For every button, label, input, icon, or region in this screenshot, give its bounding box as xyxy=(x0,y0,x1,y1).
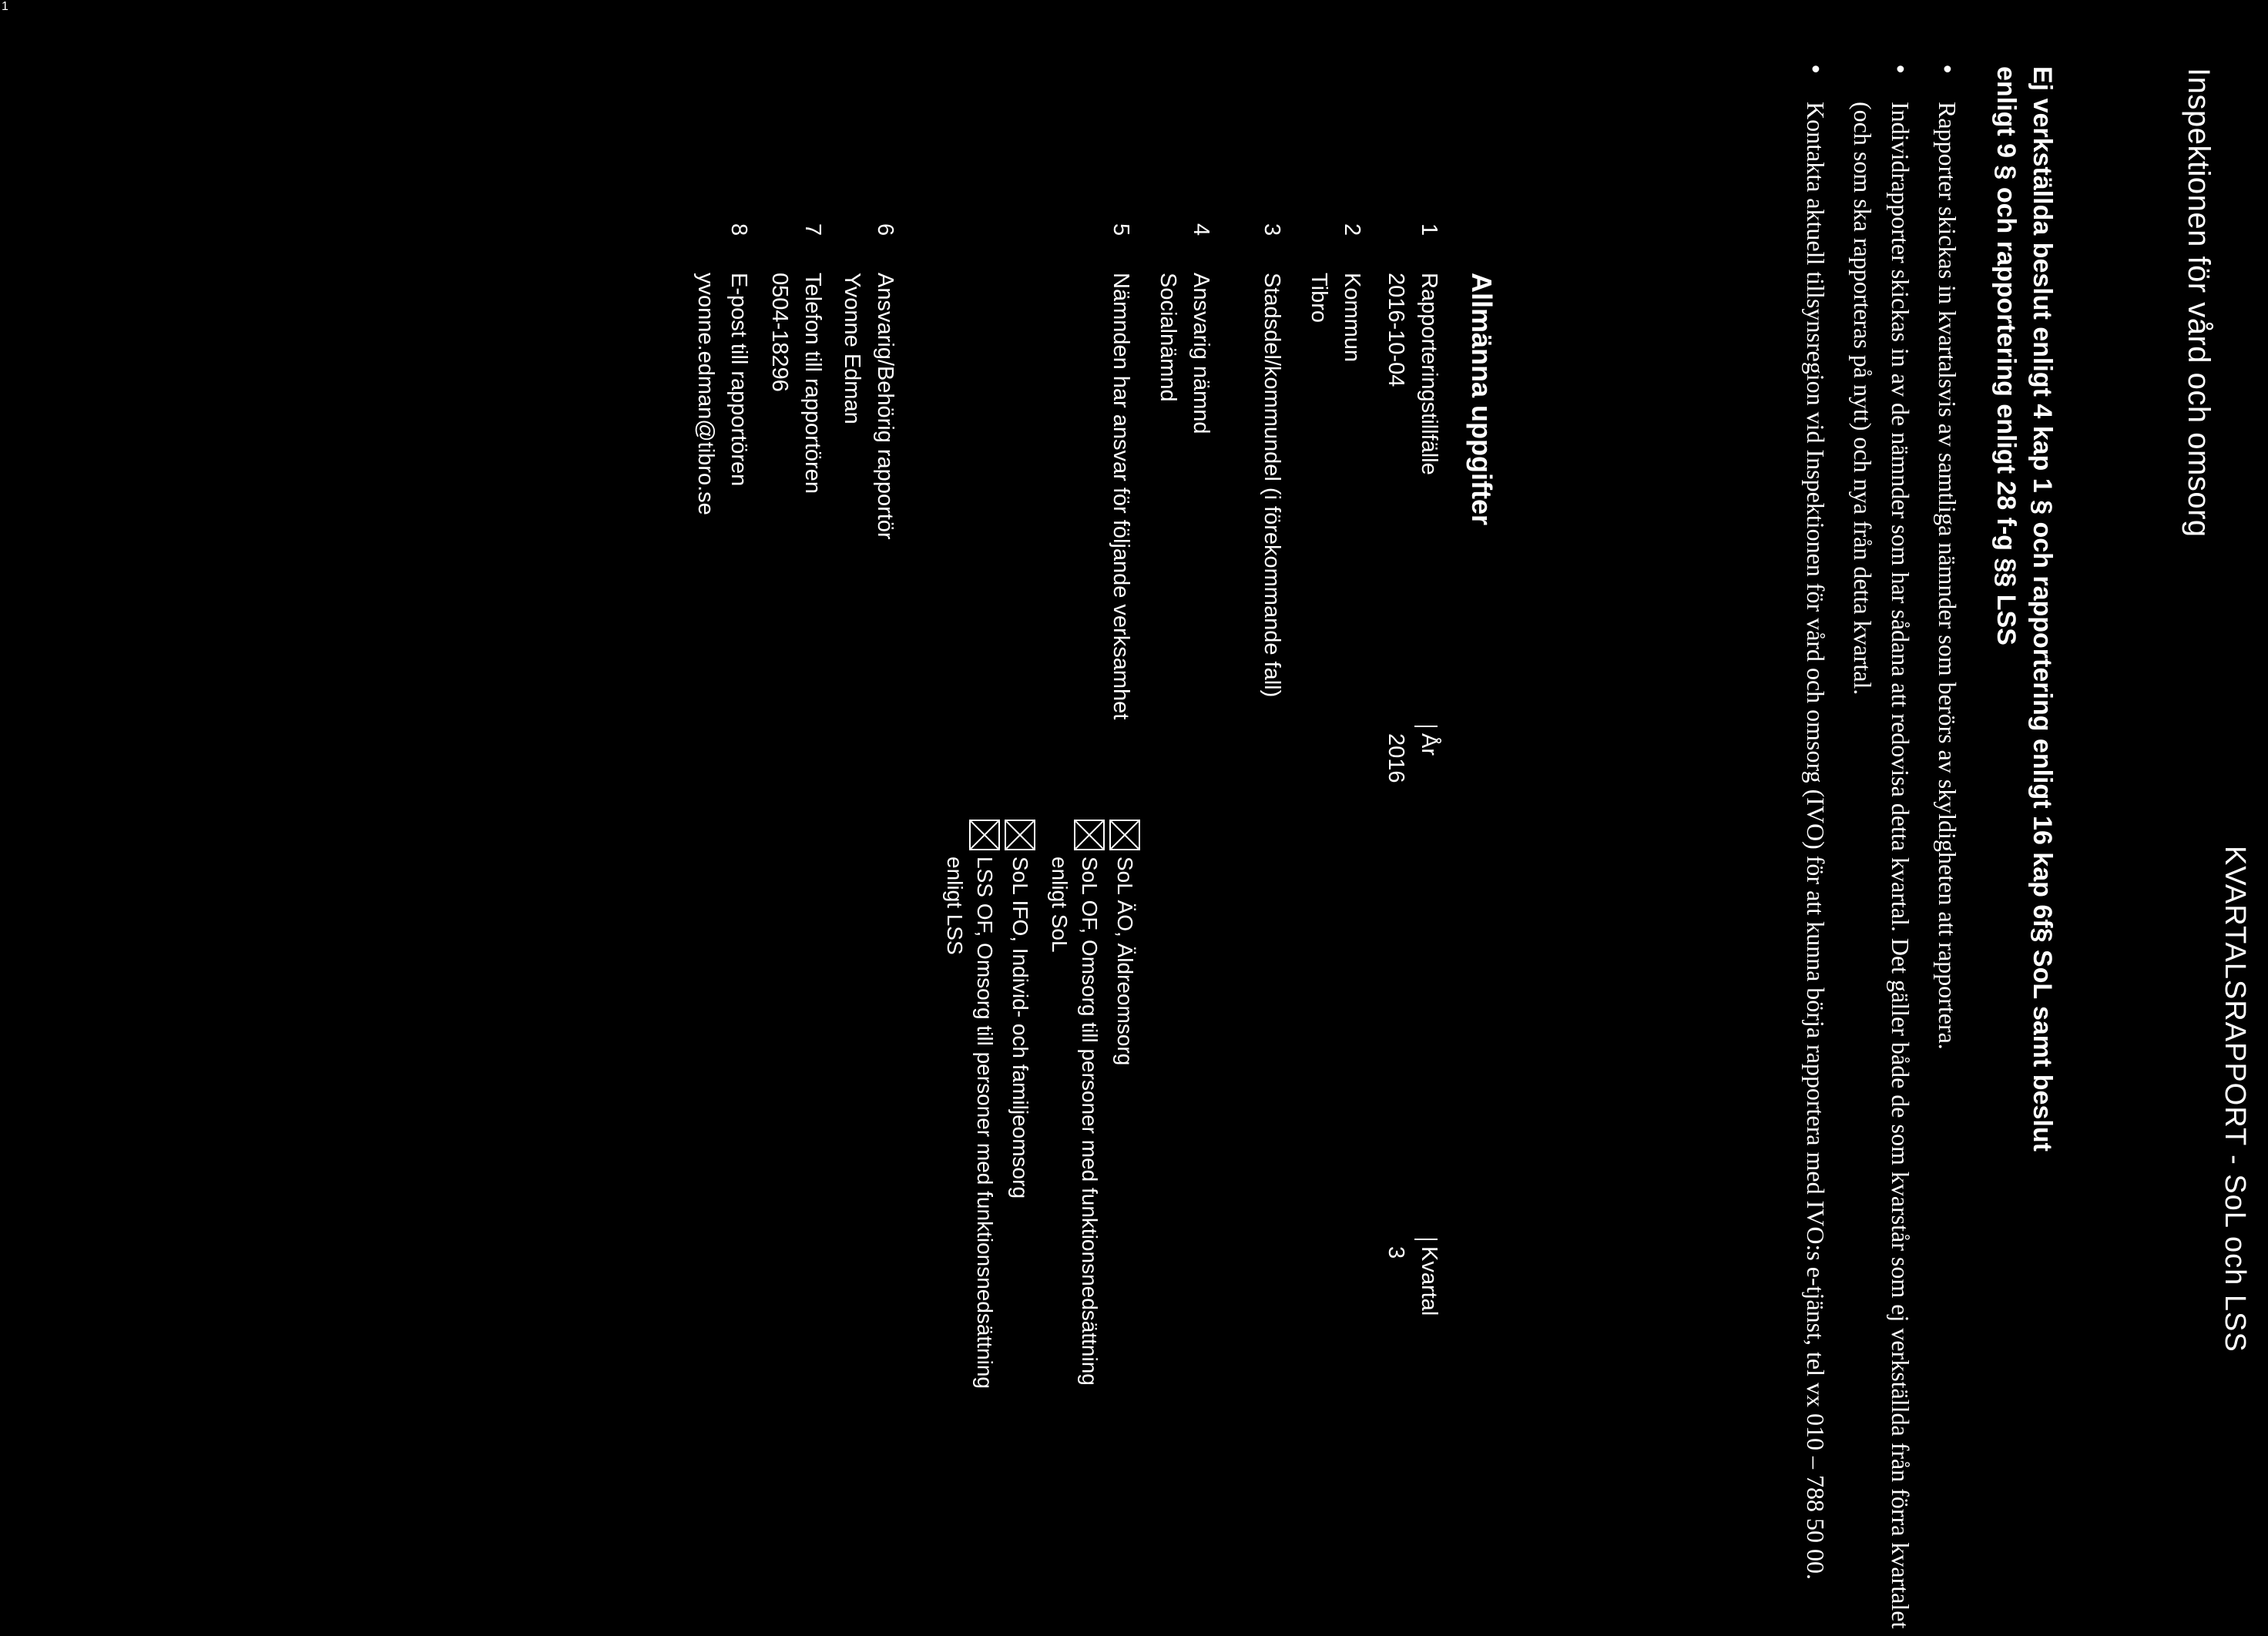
field-number: 7 xyxy=(800,223,825,236)
field-value: 2016-10-04 xyxy=(1384,273,1408,387)
field-phone xyxy=(763,273,829,494)
intro-heading-line-1: Ej verkställda beslut enligt 4 kap 1 § och rapportering enligt 16 kap 6f§ SoL samt beslut xyxy=(2028,66,2057,1152)
field-year xyxy=(1379,733,1445,783)
activity-label: SoL ÄO, Äldreomsorg xyxy=(1113,857,1137,1066)
activity-label: LSS OF, Omsorg till personer med funktionsnedsättning enligt LSS xyxy=(943,857,997,1390)
checkbox-checked-icon[interactable] xyxy=(1109,820,1140,850)
field-label: Ansvarig/Behörig rapportör xyxy=(873,273,897,540)
activity-checkbox-row[interactable] xyxy=(1045,820,1105,1386)
field-label: Kommun xyxy=(1340,273,1364,363)
field-label: År xyxy=(1417,733,1441,756)
field-district xyxy=(1255,273,1288,697)
field-value: 0504-18296 xyxy=(767,273,792,392)
field-value: 3 xyxy=(1384,1246,1408,1259)
intro-heading-line-2: enligt 9 § och rapportering enligt 28 f-g §§ LSS xyxy=(1991,66,2021,645)
field-label: Rapporteringstillfälle xyxy=(1417,273,1441,475)
field-number: 5 xyxy=(1109,223,1133,236)
field-number: 2 xyxy=(1340,223,1364,236)
activity-label: SoL IFO, Individ- och familjeomsorg xyxy=(1008,857,1032,1199)
field-responsible-board xyxy=(1151,273,1217,434)
field-divider xyxy=(1414,726,1438,727)
bullet-item: • Kontakta aktuell tillsynsregion vid Inspektionen för vård och omsorg (IVO) för att kunna börja rapportera med IVO:s e-tjänst, tel vx 010 – 788 50 00. xyxy=(1797,65,1834,1636)
field-quarter xyxy=(1379,1246,1445,1316)
field-label: E-post till rapportören xyxy=(726,273,751,487)
field-value: Socialnämnd xyxy=(1156,273,1180,402)
field-value: 2016 xyxy=(1384,733,1408,783)
field-reporting-date xyxy=(1379,273,1445,475)
checkbox-checked-icon[interactable] xyxy=(1005,820,1035,850)
field-number: 3 xyxy=(1260,223,1284,236)
activity-checkbox-row[interactable] xyxy=(1109,820,1140,1065)
field-municipality xyxy=(1302,273,1368,362)
general-info-heading: Allmänna uppgifter xyxy=(1466,273,1498,526)
activity-checkbox-row[interactable] xyxy=(940,820,1000,1389)
document-title: KVARTALSRAPPORT - SoL och LSS xyxy=(2219,846,2251,1353)
field-label: Stadsdel/kommundel (i förekommande fall) xyxy=(1260,273,1284,698)
field-activities-label: Nämnden har ansvar för följande verksamhet xyxy=(1109,273,1133,720)
field-reporter xyxy=(835,273,901,540)
activity-label: SoL OF, Omsorg till personer med funktionsnedsättning enligt SoL xyxy=(1048,857,1102,1386)
checkbox-checked-icon[interactable] xyxy=(1074,820,1105,850)
field-number: 6 xyxy=(873,223,897,236)
organization-header: Inspektionen för vård och omsorg xyxy=(2182,68,2216,538)
field-number: 1 xyxy=(1417,223,1441,236)
intro-heading xyxy=(1988,66,2060,1530)
bullet-item: • Rapporter skickas in kvartalsvis av samtliga nämnder som berörs av skyldigheten att rapportera. xyxy=(1928,65,1966,1636)
page-number: 1 xyxy=(2,0,8,13)
intro-bullet-list xyxy=(1787,65,1966,1636)
field-label: Kvartal xyxy=(1417,1246,1441,1316)
checkbox-checked-icon[interactable] xyxy=(969,820,1000,850)
activity-checkbox-row[interactable] xyxy=(1005,820,1035,1199)
field-divider xyxy=(1414,1239,1438,1240)
bullet-item: • Individrapporter skickas in av de nämnder som har sådana att redovisa detta kvartal. Det gäller både de som kvarstår som ej verkställda från förra kvartalet (och som ska rapporteras på nytt) och nya från detta kvartal. xyxy=(1844,65,1919,1636)
field-value: Yvonne Edman xyxy=(840,273,864,424)
field-label: Ansvarig nämnd xyxy=(1189,273,1213,434)
field-value: Tibro xyxy=(1307,273,1331,323)
field-value: yvonne.edman@tibro.se xyxy=(693,273,718,515)
field-number: 8 xyxy=(726,223,751,236)
field-email xyxy=(689,273,755,515)
field-label: Telefon till rapportören xyxy=(800,273,825,494)
field-number: 4 xyxy=(1189,223,1213,236)
